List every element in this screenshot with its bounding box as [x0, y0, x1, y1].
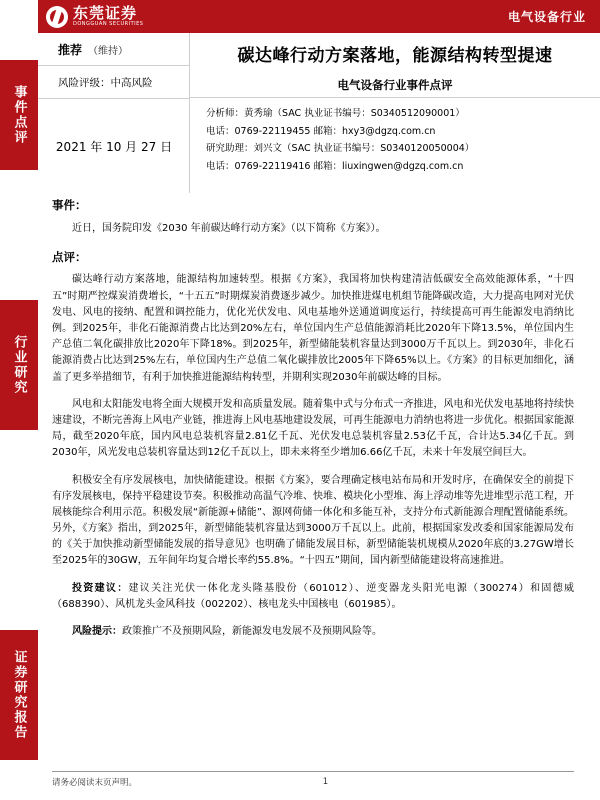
masthead-right-column: [190, 33, 600, 193]
risk-warning-text: 政策推广不及预期风险，新能源发电发展不及预期风险等。: [122, 626, 382, 637]
event-paragraph: 近日，国务院印发《2030 年前碳达峰行动方案》（以下简称《方案》）。: [72, 222, 386, 234]
risk-rating-row: 风险评级：中高风险: [38, 66, 190, 99]
side-tab-securities-research-report: 证券研究报告: [0, 630, 38, 760]
rating-row: [38, 33, 190, 66]
page-subtitle: 电气设备行业事件点评: [190, 73, 600, 98]
assistant-name-line: 研究助理：刘兴文（SAC 执业证书编号：S0340120050004）: [206, 143, 475, 155]
side-tab-industry-research: 行业研究: [0, 300, 38, 430]
risk-warning: [52, 624, 574, 640]
investment-advice-label: 投资建议：: [72, 582, 129, 594]
left-ribbon: [0, 0, 38, 800]
masthead-left-column: [38, 33, 190, 193]
header-industry-label: 电气设备行业: [507, 10, 586, 24]
report-masthead: [38, 33, 600, 193]
footer-disclaimer: 请务必阅读末页声明。: [52, 778, 138, 788]
footer-page-number: 1: [322, 777, 329, 787]
comment-paragraph-1: 碳达峰行动方案落地，能源结构加速转型。根据《方案》，我国将加快构建清洁低碳安全高效能源体系，“十四五”时期严控煤炭消费增长，“十五五”时期煤炭消费逐步减少。加快推进煤电机组节能降碳改造，大力提高电网对光伏发电、风电的接纳、配置和调控能力，优化光伏发电、风电基地外送通道调度运行，持续提高可再生能源发电消纳比例。到2025年，非化石能源消费占比达到20%左右，单位国内生产总值能源消耗比2020年下降13.5%，单位国内生产总值二氧化碳排放比2020年下降18%。到2025年，新型储能装机容量达到3000万千瓦以上。到2030年，非化石能源消费占比达到25%左右，单位国内生产总值二氧化碳排放比2005年下降65%以上。《方案》的目标更加细化，涵盖了更多举措细节，有利于加快推进能源结构转型，并期利实现2030年前碳达峰的目标。: [52, 274, 574, 383]
logo-mark-icon: [46, 6, 68, 28]
rating-value: 推荐: [58, 42, 83, 57]
assistant-contact-line: 电话：0769-22119416 邮箱：liuxingwen@dgzq.com.cn: [206, 160, 464, 172]
risk-warning-label: 风险提示：: [72, 626, 122, 637]
investment-advice: [52, 581, 574, 613]
logo-text-en: DONGGUAN SECURITIES: [73, 20, 144, 27]
logo-text-cn: 东莞证券: [73, 3, 138, 22]
document-body: [52, 196, 574, 760]
report-date: 2021 年 10 月 27 日: [55, 139, 173, 154]
page-title: 碳达峰行动方案落地，能源结构转型提速: [237, 45, 553, 66]
event-heading: 事件：: [52, 198, 87, 212]
document-header: [38, 0, 600, 33]
rating-note: （维持）: [88, 45, 129, 57]
comment-paragraph-3: 积极安全有序发展核电，加快储能建设。根据《方案》，要合理确定核电站布局和开发时序，在确保安全的前提下有序发展核电，保持平稳建设节奏。积极推动高温气冷堆、快堆、模块化小型堆、海上浮动堆等先进堆型示范工程，开展核能综合利用示范。积极发展“新能源+储能”、源网荷储一体化和多能互补，支持分布式新能源合理配置储能系统。另外，《方案》指出，到2025年，新型储能装机容量达到3000万千瓦以上。此前，根据国家发改委和国家能源局发布的《关于加快推动新型储能发展的指导意见》也明确了储能发展目标，新型储能装机规模从2020年底的3.27GW增长至2025年的30GW，五年间年均复合增长率约55.8%。“十四五”期间，国内新型储能建设将高速推进。: [52, 474, 574, 567]
investment-advice-text: 建议关注光伏一体化龙头隆基股份（601012）、逆变器龙头阳光电源（300274）和固德威（688390）、风机龙头金风科技（002202）、核电龙头中国核电（601985）。: [52, 582, 574, 610]
side-tab-event-comment: 事件点评: [0, 60, 38, 170]
analyst-name-line: 分析师：黄秀瑜（SAC 执业证书编号：S0340512090001）: [206, 108, 465, 119]
company-logo: [46, 3, 144, 28]
comment-heading: 点评：: [52, 249, 87, 264]
analyst-contact-line: 电话：0769-22119455 邮箱：hxy3@dgzq.com.cn: [206, 125, 436, 137]
comment-paragraph-2: 风电和太阳能发电将全面大规模开发和高质量发展。随着集中式与分布式一齐推进，风电和光伏发电基地将持续快速建设，不断完善海上风电产业链，推进海上风电基地建设发展，可再生能源电力消纳也将进一步优化。根据国家能源局，截至2020年底，国内风电总装机容量2.81亿千瓦、光伏发电总装机容量2.53亿千瓦，合计达5.34亿千瓦。到2030年，风光发电总装机容量达到12亿千瓦以上，即未来将至少增加6.66亿千瓦，未来十年发展空间巨大。: [52, 398, 574, 459]
analyst-info: [190, 98, 600, 193]
document-footer: [52, 771, 574, 788]
